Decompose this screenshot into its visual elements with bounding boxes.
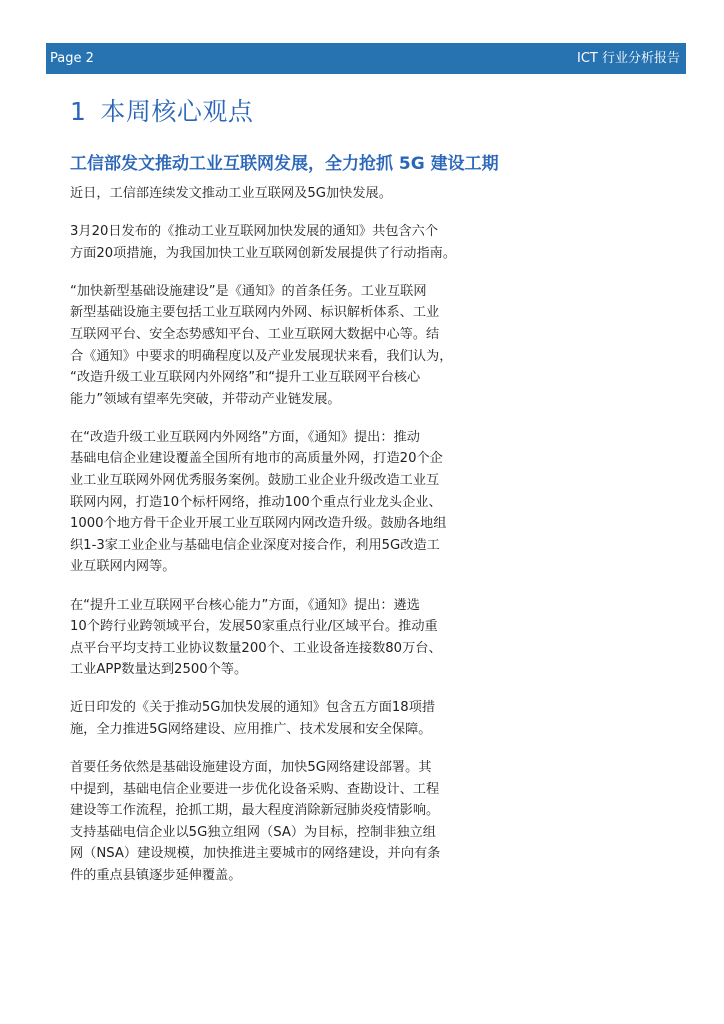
paragraph-line: 联网内网，打造10个标杆网络，推动100个重点行业龙头企业、 <box>70 494 442 510</box>
paragraph-line: 织1-3家工业企业与基础电信企业深度对接合作，利用5G改造工 <box>70 537 440 553</box>
report-title: ICT 行业分析报告 <box>577 51 680 66</box>
paragraph-line: 基础电信企业建设覆盖全国所有地市的高质量外网，打造20个企 <box>70 451 443 467</box>
paragraph-line: 近日印发的《关于推动5G加快发展的通知》包含五方面18项措 <box>70 700 436 716</box>
paragraph-line: 中提到，基础电信企业要进一步优化设备采购、查勘设计、工程 <box>70 781 440 797</box>
paragraph-line: “改造升级工业互联网内外网络”和“提升工业互联网平台核心 <box>70 370 421 386</box>
paragraph-line: 工业APP数量达到2500个等。 <box>70 662 248 678</box>
paragraph-line: 首要任务依然是基础设施建设方面，加快5G网络建设部署。其 <box>70 760 432 776</box>
section-title: 本周核心观点 <box>100 97 254 126</box>
section-heading <box>70 92 253 128</box>
section-number: 1 <box>70 97 87 126</box>
article-subheading: 工信部发文推动工业互联网发展，全力抢抓 5G 建设工期 <box>70 154 499 174</box>
paragraph-line: 业互联网内网等。 <box>70 559 176 575</box>
paragraph-line: 件的重点县镇逐步延伸覆盖。 <box>70 868 242 884</box>
paragraph-line: “加快新型基础设施建设”是《通知》的首条任务。工业互联网 <box>70 283 427 299</box>
paragraph-line: 网（NSA）建设规模，加快推进主要城市的网络建设，并向有条 <box>70 846 441 862</box>
paragraph-line: 近日，工信部连续发文推动工业互联网及5G加快发展。 <box>70 186 392 201</box>
paragraph-line: 支持基础电信企业以5G独立组网（SA）为目标，控制非独立组 <box>70 824 436 840</box>
paragraph-line: 点平台平均支持工业协议数量200个、工业设备连接数80万台、 <box>70 640 442 656</box>
article-body <box>70 183 502 903</box>
paragraph-line: 合《通知》中要求的明确程度以及产业发展现状来看，我们认为， <box>70 348 453 364</box>
paragraph-line: 互联网平台、安全态势感知平台、工业互联网大数据中心等。结 <box>70 326 440 342</box>
paragraph-line: 施，全力推进5G网络建设、应用推广、技术发展和安全保障。 <box>70 721 432 737</box>
paragraph-line: 10个跨行业跨领域平台，发展50家重点行业/区域平台。推动重 <box>70 619 438 635</box>
paragraph-line: 在“改造升级工业互联网内外网络”方面，《通知》提出：推动 <box>70 429 420 445</box>
paragraph-line: 建设等工作流程，抢抓工期，最大程度消除新冠肺炎疫情影响。 <box>70 803 440 819</box>
paragraph-line: 3月20日发布的《推动工业互联网加快发展的通知》共包含六个 <box>70 224 439 240</box>
paragraph-line: 在“提升工业互联网平台核心能力”方面，《通知》提出：遴选 <box>70 597 420 613</box>
page-number: Page 2 <box>50 51 94 66</box>
paragraph <box>70 183 502 205</box>
paragraph-line: 1000个地方骨干企业开展工业互联网内网改造升级。鼓励各地组 <box>70 516 447 532</box>
paragraph <box>70 221 502 264</box>
paragraph <box>70 281 502 411</box>
paragraph <box>70 757 502 887</box>
paragraph-line: 业工业互联网外网优秀服务案例。鼓励工业企业升级改造工业互 <box>70 473 440 489</box>
paragraph <box>70 697 502 740</box>
paragraph <box>70 595 502 681</box>
paragraph-line: 能力”领域有望率先突破，并带动产业链发展。 <box>70 391 341 407</box>
paragraph-line: 方面20项措施，为我国加快工业互联网创新发展提供了行动指南。 <box>70 245 457 261</box>
paragraph-line: 新型基础设施主要包括工业互联网内外网、标识解析体系、工业 <box>70 305 440 321</box>
paragraph <box>70 427 502 578</box>
page-header-bar <box>46 43 686 74</box>
